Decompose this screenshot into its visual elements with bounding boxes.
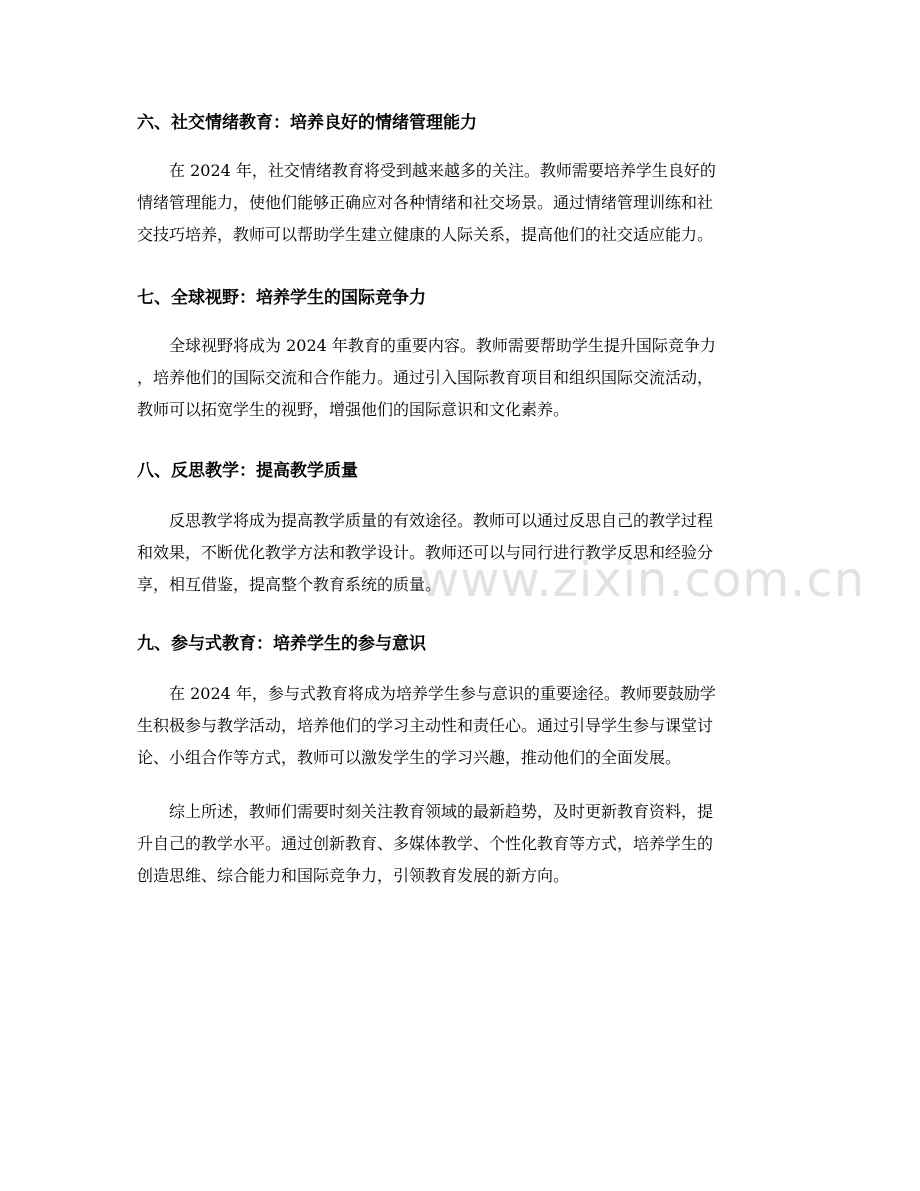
- paragraph-line: 升自己的教学水平。通过创新教育、多媒体教学、个性化教育等方式，培养学生的: [137, 834, 714, 853]
- paragraph-line: 在 2024 年，参与式教育将成为培养学生参与意识的重要途径。教师要鼓励学: [169, 684, 716, 703]
- paragraph-line: 在 2024 年，社交情绪教育将受到越来越多的关注。教师需要培养学生良好的: [169, 161, 716, 180]
- paragraph-line: 生积极参与教学活动，培养他们的学习主动性和责任心。通过引导学生参与课堂讨: [137, 716, 714, 735]
- paragraph-line: 综上所述，教师们需要时刻关注教育领域的最新趋势，及时更新教育资料，提: [169, 802, 714, 821]
- section-paragraph-9: [137, 678, 787, 774]
- section-heading-6: 六、社交情绪教育：培养良好的情绪管理能力: [137, 113, 477, 133]
- conclusion-paragraph: [137, 796, 787, 892]
- section-heading-8: 八、反思教学：提高教学质量: [137, 461, 358, 481]
- watermark: www.zixin.com.cn: [420, 552, 866, 608]
- paragraph-line: 情绪管理能力，使他们能够正确应对各种情绪和社交场景。通过情绪管理训练和社: [137, 193, 714, 212]
- section-heading-7: 七、全球视野：培养学生的国际竞争力: [137, 288, 426, 308]
- paragraph-line: 交技巧培养，教师可以帮助学生建立健康的人际关系，提高他们的社交适应能力。: [137, 225, 714, 244]
- section-paragraph-8: [137, 505, 787, 601]
- paragraph-line: 创造思维、综合能力和国际竞争力，引领教育发展的新方向。: [137, 866, 570, 885]
- section-paragraph-7: [137, 330, 787, 426]
- section-paragraph-6: [137, 155, 787, 251]
- paragraph-line: 享，相互借鉴，提高整个教育系统的质量。: [137, 575, 442, 594]
- paragraph-line: ，培养他们的国际交流和合作能力。通过引入国际教育项目和组织国际交流活动，: [137, 368, 714, 387]
- paragraph-line: 和效果，不断优化教学方法和教学设计。教师还可以与同行进行教学反思和经验分: [137, 543, 714, 562]
- section-heading-9: 九、参与式教育：培养学生的参与意识: [137, 634, 426, 654]
- paragraph-line: 论、小组合作等方式，教师可以激发学生的学习兴趣，推动他们的全面发展。: [137, 748, 682, 767]
- paragraph-line: 全球视野将成为 2024 年教育的重要内容。教师需要帮助学生提升国际竞争力: [169, 336, 716, 355]
- paragraph-line: 教师可以拓宽学生的视野，增强他们的国际意识和文化素养。: [137, 400, 570, 419]
- paragraph-line: 反思教学将成为提高教学质量的有效途径。教师可以通过反思自己的教学过程: [169, 511, 714, 530]
